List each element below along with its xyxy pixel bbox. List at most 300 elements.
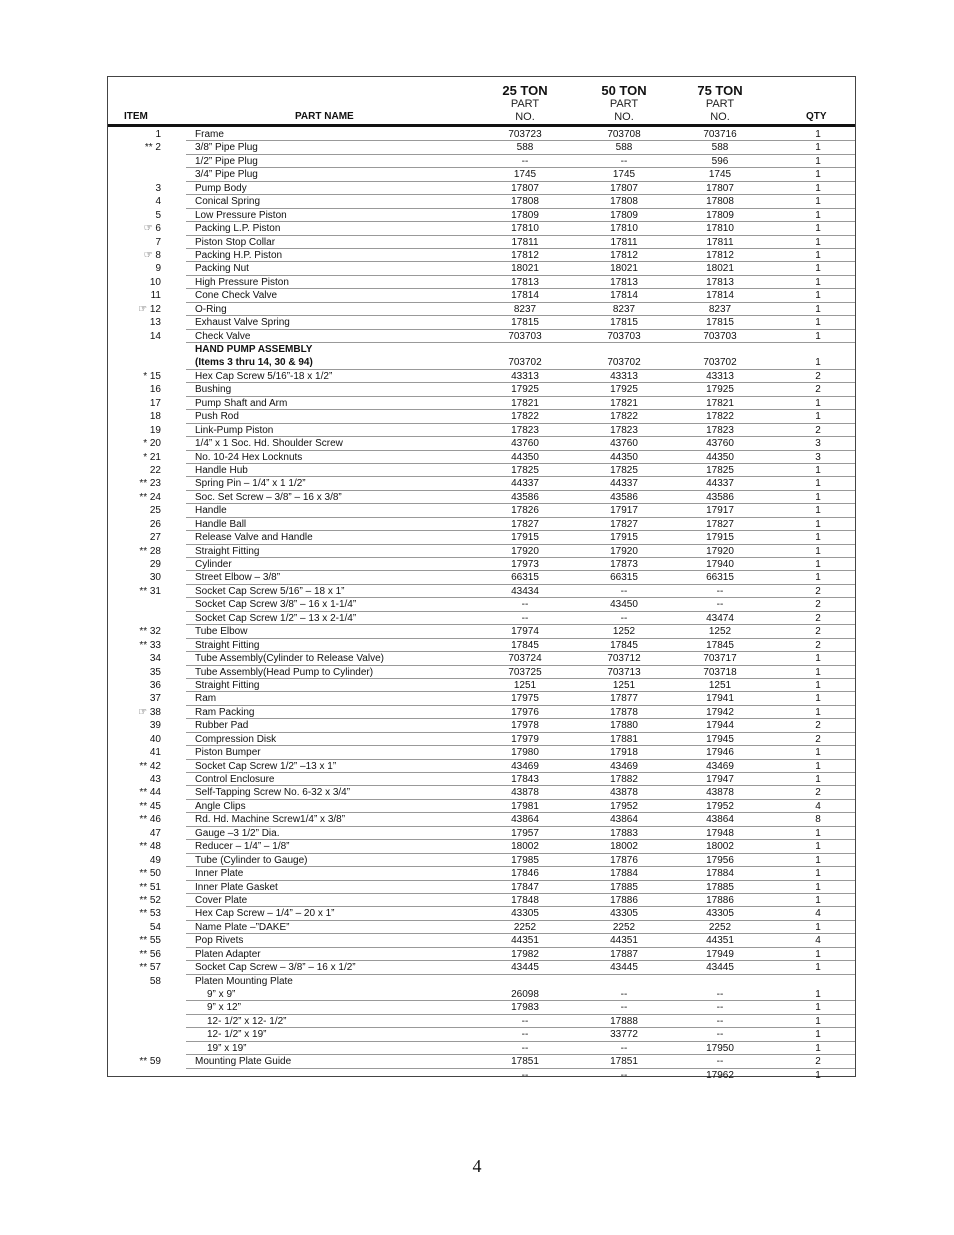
part-no-25-ton: 703723 — [508, 129, 542, 140]
quantity: 4 — [815, 800, 821, 812]
table-row — [108, 975, 855, 988]
item-number: 1 — [155, 129, 161, 140]
table-row — [108, 531, 855, 544]
part-no-50-ton: 44350 — [610, 451, 638, 463]
part-no-25-ton: 17983 — [511, 1002, 539, 1014]
part-name: 12- 1/2” x 12- 1/2” — [207, 1015, 287, 1027]
part-no-75-ton: -- — [716, 585, 724, 597]
part-no-50-ton: 17925 — [610, 384, 638, 396]
quantity: 1 — [815, 760, 821, 772]
part-name: (Items 3 thru 14, 30 & 94) — [195, 357, 313, 369]
part-no-25-ton: -- — [521, 1069, 529, 1081]
part-no-25-ton: 17807 — [511, 182, 539, 194]
part-no-75-ton: 17944 — [706, 720, 734, 732]
table-row — [108, 356, 855, 369]
part-no-25-ton: 17973 — [511, 559, 539, 570]
part-name: 1/2” Pipe Plug — [195, 155, 258, 167]
part-name: Check Valve — [195, 330, 251, 342]
part-no-75-ton: 17823 — [706, 424, 734, 436]
quantity: 2 — [815, 733, 821, 745]
quantity: 1 — [815, 962, 821, 974]
item-number: ** 33 — [139, 639, 161, 651]
table-row — [108, 1001, 855, 1014]
part-no-50-ton: 1745 — [612, 169, 636, 181]
part-no-75-ton: 17940 — [706, 559, 734, 570]
item-number: ** 53 — [139, 908, 161, 920]
table-row — [108, 1028, 855, 1041]
part-no-50-ton: 43313 — [610, 370, 638, 382]
part-no-25-ton: -- — [521, 155, 529, 167]
table-row — [108, 1015, 855, 1028]
part-no-50-ton: 17851 — [610, 1056, 638, 1068]
quantity: 1 — [815, 491, 821, 503]
part-name: Inner Plate Gasket — [195, 881, 278, 893]
quantity: 2 — [815, 384, 821, 396]
part-no-50-ton: 17888 — [610, 1015, 638, 1027]
table-row — [108, 168, 855, 181]
quantity: 1 — [815, 532, 821, 544]
part-no-75-ton: 17952 — [706, 800, 734, 812]
header-50-part: PART — [609, 98, 639, 110]
part-no-50-ton: 1252 — [612, 626, 636, 638]
item-number: 41 — [149, 747, 161, 759]
item-number: 22 — [149, 464, 161, 476]
header-25-no: NO. — [515, 111, 535, 123]
part-name: Socket Cap Screw 5/16” – 18 x 1” — [195, 585, 345, 597]
table-row — [108, 652, 855, 665]
part-no-75-ton: 17815 — [706, 317, 734, 329]
part-name: Tube Assembly(Head Pump to Cylinder) — [195, 666, 374, 678]
part-no-75-ton: -- — [716, 989, 724, 1000]
part-no-50-ton: 17814 — [610, 290, 638, 302]
part-name: Low Pressure Piston — [195, 209, 287, 221]
part-no-50-ton: 43878 — [610, 787, 638, 799]
part-name: Socket Cap Screw 1/2” – 13 x 2-1/4” — [195, 612, 357, 624]
part-no-50-ton: 43760 — [610, 438, 638, 450]
part-no-50-ton: 17915 — [610, 532, 638, 544]
table-row — [108, 733, 855, 746]
item-number: 29 — [149, 559, 161, 570]
part-no-25-ton: 703725 — [508, 666, 542, 678]
part-no-75-ton: 703702 — [703, 357, 737, 369]
part-name: Ram Packing — [195, 706, 255, 718]
part-no-50-ton: 17877 — [610, 693, 638, 705]
part-no-25-ton: 43760 — [511, 438, 539, 450]
table-row — [108, 504, 855, 517]
part-name: Self-Tapping Screw No. 6-32 x 3/4” — [195, 787, 351, 799]
quantity: 1 — [815, 209, 821, 221]
part-no-75-ton: 8237 — [708, 303, 732, 315]
table-row — [108, 612, 855, 625]
part-no-75-ton: 17885 — [706, 881, 734, 893]
table-row — [108, 464, 855, 477]
quantity: 1 — [815, 478, 821, 490]
part-name: Piston Stop Collar — [195, 236, 276, 248]
part-no-25-ton: 17848 — [511, 894, 539, 906]
part-no-75-ton: 703717 — [703, 653, 737, 665]
quantity: 2 — [815, 626, 821, 638]
part-no-75-ton: 17949 — [706, 948, 734, 960]
quantity: 2 — [815, 639, 821, 651]
part-no-75-ton: -- — [716, 599, 724, 611]
quantity: 1 — [815, 182, 821, 194]
table-row — [108, 921, 855, 934]
item-number: ** 56 — [139, 948, 161, 960]
part-no-75-ton: 703716 — [703, 129, 737, 140]
quantity: 2 — [815, 720, 821, 732]
quantity: 1 — [815, 666, 821, 678]
part-no-25-ton: 44337 — [511, 478, 539, 490]
part-no-25-ton: 43586 — [511, 491, 539, 503]
part-name: Push Rod — [195, 411, 239, 423]
header-part-name: PART NAME — [295, 111, 354, 122]
part-no-75-ton: 588 — [711, 142, 729, 154]
item-number: 4 — [155, 196, 161, 208]
part-no-75-ton: 17962 — [706, 1069, 734, 1081]
part-no-75-ton: 17886 — [706, 894, 734, 906]
part-no-50-ton: 43450 — [610, 599, 638, 611]
part-no-75-ton: 703703 — [703, 330, 737, 342]
item-number: 54 — [149, 921, 161, 933]
part-no-50-ton: 17881 — [610, 733, 638, 745]
part-no-75-ton: 17845 — [706, 639, 734, 651]
item-number: 14 — [149, 330, 161, 342]
part-no-25-ton: 17826 — [511, 505, 539, 517]
part-no-75-ton: 43760 — [706, 438, 734, 450]
part-no-50-ton: 1251 — [612, 679, 636, 691]
quantity: 1 — [815, 1015, 821, 1027]
part-no-50-ton: 703712 — [607, 653, 641, 665]
part-name: Handle Hub — [195, 464, 248, 476]
part-name: Name Plate –”DAKE” — [195, 921, 290, 933]
table-row — [108, 316, 855, 329]
part-no-25-ton: 18021 — [511, 263, 539, 275]
part-no-25-ton: 17810 — [511, 223, 539, 235]
item-number: 18 — [149, 411, 161, 423]
part-name: Street Elbow – 3/8” — [195, 572, 281, 584]
table-row — [108, 155, 855, 168]
part-no-50-ton: -- — [620, 1002, 628, 1014]
item-number: 10 — [149, 276, 161, 288]
part-no-50-ton: 66315 — [610, 572, 638, 584]
part-no-75-ton: 18002 — [706, 841, 734, 853]
item-number: ** 2 — [144, 142, 161, 154]
item-number: ** 57 — [139, 962, 161, 974]
part-no-50-ton: 18021 — [610, 263, 638, 275]
part-name: 9” x 12” — [207, 1002, 241, 1014]
table-row — [108, 545, 855, 558]
table-row — [108, 518, 855, 531]
table-row — [108, 934, 855, 947]
part-no-25-ton: 17976 — [511, 706, 539, 718]
header-75-no: NO. — [710, 111, 730, 123]
quantity: 3 — [815, 451, 821, 463]
table-row — [108, 746, 855, 759]
part-no-50-ton: 703702 — [607, 357, 641, 369]
table-row — [108, 370, 855, 383]
part-no-25-ton: 17827 — [511, 518, 539, 530]
part-no-25-ton: 17845 — [511, 639, 539, 651]
part-name: Socket Cap Screw – 3/8” – 16 x 1/2” — [195, 962, 356, 974]
part-no-50-ton: 17810 — [610, 223, 638, 235]
part-name: Release Valve and Handle — [195, 532, 313, 544]
part-no-25-ton: -- — [521, 599, 529, 611]
part-no-75-ton: 17827 — [706, 518, 734, 530]
part-no-75-ton: 17925 — [706, 384, 734, 396]
table-row — [108, 800, 855, 813]
part-no-75-ton: 17814 — [706, 290, 734, 302]
part-no-75-ton: 703718 — [703, 666, 737, 678]
part-name: Link-Pump Piston — [195, 424, 274, 436]
part-no-75-ton: 43864 — [706, 814, 734, 826]
quantity: 1 — [815, 236, 821, 248]
part-name: 12- 1/2” x 19” — [207, 1029, 267, 1041]
part-no-25-ton: 17823 — [511, 424, 539, 436]
part-no-75-ton: 17809 — [706, 209, 734, 221]
part-no-25-ton: 43864 — [511, 814, 539, 826]
part-no-50-ton: 2252 — [612, 921, 636, 933]
quantity: 1 — [815, 881, 821, 893]
quantity: 1 — [815, 921, 821, 933]
part-no-50-ton: 43864 — [610, 814, 638, 826]
table-row — [108, 451, 855, 464]
quantity: 1 — [815, 653, 821, 665]
table-row — [108, 343, 855, 356]
part-name: 19” x 19” — [207, 1042, 247, 1054]
part-name: Pump Shaft and Arm — [195, 397, 288, 409]
table-row — [108, 249, 855, 262]
part-name: Reducer – 1/4” – 1/8” — [195, 841, 290, 853]
part-no-50-ton: 17918 — [610, 747, 638, 759]
part-no-25-ton: 703703 — [508, 330, 542, 342]
part-no-50-ton: -- — [620, 585, 628, 597]
item-number: 7 — [155, 236, 161, 248]
item-number: 26 — [149, 518, 161, 530]
part-name: Conical Spring — [195, 196, 261, 208]
part-no-75-ton: 17884 — [706, 868, 734, 880]
part-no-75-ton: 1251 — [708, 679, 732, 691]
part-no-25-ton: 17809 — [511, 209, 539, 221]
part-name: Exhaust Valve Spring — [195, 317, 290, 329]
part-no-75-ton: 17920 — [706, 545, 734, 557]
part-no-25-ton: 43469 — [511, 760, 539, 772]
part-no-50-ton: 17878 — [610, 706, 638, 718]
part-no-50-ton: 44351 — [610, 935, 638, 947]
quantity: 2 — [815, 585, 821, 597]
item-number: 27 — [149, 532, 161, 544]
part-no-75-ton: 17821 — [706, 397, 734, 409]
part-no-75-ton: 44337 — [706, 478, 734, 490]
part-name: Hex Cap Screw – 1/4” – 20 x 1” — [195, 908, 335, 920]
quantity: 1 — [815, 357, 821, 369]
quantity: 1 — [815, 303, 821, 315]
quantity: 1 — [815, 693, 821, 705]
part-name: Tube (Cylinder to Gauge) — [195, 854, 308, 866]
table-row — [108, 262, 855, 275]
table-row — [108, 907, 855, 920]
quantity: 8 — [815, 814, 821, 826]
quantity: 1 — [815, 505, 821, 517]
part-name: Pump Body — [195, 182, 247, 194]
table-row — [108, 639, 855, 652]
table-row — [108, 195, 855, 208]
part-no-75-ton: 1745 — [708, 169, 732, 181]
part-no-25-ton: 17925 — [511, 384, 539, 396]
part-no-75-ton: 17917 — [706, 505, 734, 517]
part-no-50-ton: 17876 — [610, 854, 638, 866]
table-row — [108, 840, 855, 853]
item-number: 13 — [149, 317, 161, 329]
part-no-75-ton: 17825 — [706, 464, 734, 476]
part-no-25-ton: 43445 — [511, 962, 539, 974]
part-no-50-ton: 17808 — [610, 196, 638, 208]
table-row — [108, 666, 855, 679]
part-name: Control Enclosure — [195, 774, 275, 785]
part-no-75-ton: 43469 — [706, 760, 734, 772]
part-no-50-ton: 17887 — [610, 948, 638, 960]
quantity: 1 — [815, 841, 821, 853]
part-no-25-ton: 17822 — [511, 411, 539, 423]
table-row — [108, 397, 855, 410]
table-row — [108, 827, 855, 840]
part-no-50-ton: -- — [620, 989, 628, 1000]
quantity: 2 — [815, 370, 821, 382]
part-no-25-ton: 17974 — [511, 626, 539, 638]
part-name: 3/4” Pipe Plug — [195, 169, 258, 181]
part-no-50-ton: 17880 — [610, 720, 638, 732]
item-number: ** 32 — [139, 626, 161, 638]
part-name: Hex Cap Screw 5/16”-18 x 1/2” — [195, 370, 333, 382]
part-no-50-ton: 703708 — [607, 129, 641, 140]
table-row — [108, 625, 855, 638]
part-no-25-ton: 17985 — [511, 854, 539, 866]
part-no-50-ton: -- — [620, 1042, 628, 1054]
item-number: ** 59 — [139, 1056, 161, 1068]
table-row — [108, 894, 855, 907]
part-no-75-ton: -- — [716, 1015, 724, 1027]
quantity: 1 — [815, 894, 821, 906]
part-no-50-ton: 17823 — [610, 424, 638, 436]
page-number: 4 — [472, 1156, 482, 1176]
part-no-50-ton: 17886 — [610, 894, 638, 906]
item-number: 16 — [149, 384, 161, 396]
part-no-75-ton: 17822 — [706, 411, 734, 423]
part-no-50-ton: 44337 — [610, 478, 638, 490]
part-no-50-ton: 17807 — [610, 182, 638, 194]
part-no-25-ton: 17851 — [511, 1056, 539, 1068]
part-no-50-ton: 17821 — [610, 397, 638, 409]
part-no-50-ton: 33772 — [610, 1029, 638, 1041]
part-name: Tube Assembly(Cylinder to Release Valve) — [195, 653, 384, 665]
part-no-25-ton: 703724 — [508, 653, 542, 665]
table-row — [108, 773, 855, 786]
part-no-75-ton: 43313 — [706, 370, 734, 382]
part-no-75-ton: 17946 — [706, 747, 734, 759]
part-no-25-ton: 1251 — [513, 679, 537, 691]
part-no-75-ton: 17941 — [706, 693, 734, 705]
header-75-ton: 75 TON — [697, 83, 743, 98]
quantity: 1 — [815, 518, 821, 530]
quantity: 1 — [815, 572, 821, 584]
part-no-75-ton: 17948 — [706, 827, 734, 839]
part-no-50-ton: 17822 — [610, 411, 638, 423]
part-name: Rd. Hd. Machine Screw1/4” x 3/8” — [195, 814, 346, 826]
part-name: 3/8” Pipe Plug — [195, 142, 258, 154]
parts-list-table — [107, 76, 856, 1081]
part-no-25-ton: 17982 — [511, 948, 539, 960]
part-no-75-ton: 17807 — [706, 182, 734, 194]
part-no-50-ton: 18002 — [610, 841, 638, 853]
header-item: ITEM — [124, 111, 148, 122]
table-row — [108, 222, 855, 235]
item-number: 25 — [149, 505, 161, 517]
quantity: 1 — [815, 854, 821, 866]
item-number: ** 42 — [139, 760, 161, 772]
table-row — [108, 854, 855, 867]
quantity: 1 — [815, 155, 821, 167]
part-name: Cylinder — [195, 559, 232, 570]
quantity: 4 — [815, 908, 821, 920]
quantity: 1 — [815, 196, 821, 208]
quantity: 1 — [815, 249, 821, 261]
part-no-75-ton: 17942 — [706, 706, 734, 718]
quantity: 1 — [815, 317, 821, 329]
table-body — [108, 128, 855, 1082]
part-name: Packing H.P. Piston — [195, 249, 283, 261]
part-no-25-ton: 17920 — [511, 545, 539, 557]
part-name: Cone Check Valve — [195, 290, 278, 302]
item-number: 17 — [149, 397, 161, 409]
table-row — [108, 491, 855, 504]
quantity: 1 — [815, 129, 821, 140]
item-number: * 20 — [143, 438, 161, 450]
part-name: 1/4” x 1 Soc. Hd. Shoulder Screw — [195, 438, 343, 450]
header-25-part: PART — [510, 98, 540, 110]
quantity: 2 — [815, 787, 821, 799]
part-name: Socket Cap Screw 1/2” –13 x 1” — [195, 760, 337, 772]
part-no-25-ton: 17811 — [511, 236, 539, 248]
part-no-25-ton: 43305 — [511, 908, 539, 920]
quantity: 1 — [815, 1069, 821, 1081]
part-no-25-ton: 17980 — [511, 747, 539, 759]
part-name: Straight Fitting — [195, 639, 260, 651]
part-no-50-ton: -- — [620, 155, 628, 167]
part-no-50-ton: 43586 — [610, 491, 638, 503]
item-number: ** 48 — [139, 841, 161, 853]
part-name: Mounting Plate Guide — [195, 1056, 292, 1068]
part-no-50-ton: 17952 — [610, 800, 638, 812]
part-no-50-ton: 17920 — [610, 545, 638, 557]
part-no-75-ton: 17811 — [706, 236, 734, 248]
part-no-75-ton: 2252 — [708, 921, 732, 933]
item-number: ** 45 — [139, 800, 161, 812]
part-name: O-Ring — [195, 303, 227, 315]
part-no-50-ton: -- — [620, 1069, 628, 1081]
quantity: 1 — [815, 679, 821, 691]
part-name: 9” x 9” — [207, 989, 236, 1000]
quantity: 1 — [815, 827, 821, 839]
part-name: Handle Ball — [195, 518, 247, 530]
item-number: ** 52 — [139, 894, 161, 906]
table-header — [108, 77, 855, 125]
part-no-75-ton: 44351 — [706, 935, 734, 947]
item-number: 9 — [155, 263, 161, 275]
part-no-75-ton: 17813 — [706, 276, 734, 288]
quantity: 1 — [815, 290, 821, 302]
quantity: 3 — [815, 438, 821, 450]
part-no-50-ton: 17884 — [610, 868, 638, 880]
quantity: 2 — [815, 612, 821, 624]
